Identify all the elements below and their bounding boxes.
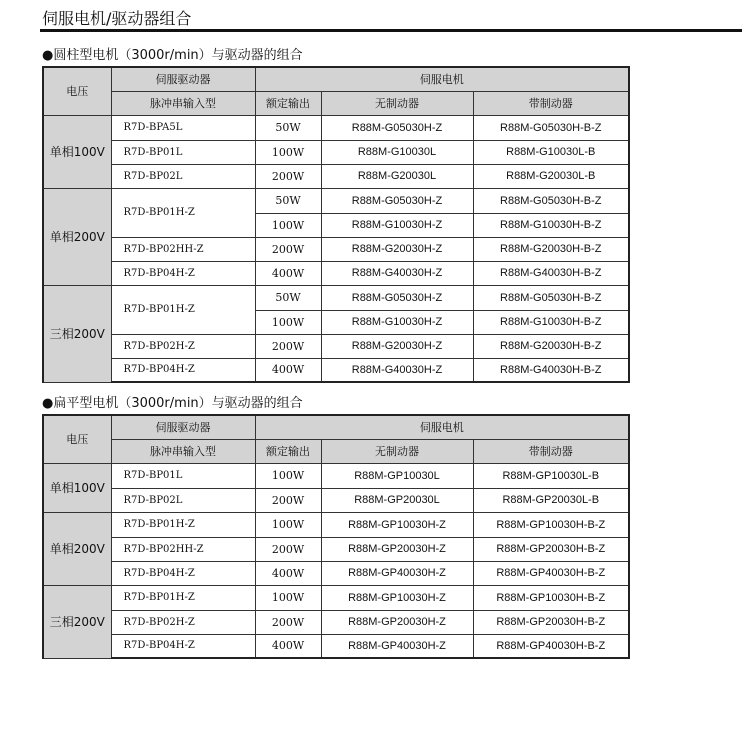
rated-output: 200W [255,164,321,188]
driver-model: R7D-BP01H-Z [111,188,255,237]
table-row [43,358,629,382]
header-servo-driver: 伺服驱动器 [111,67,255,91]
header-rated-output: 额定输出 [255,439,321,463]
rated-output: 100W [255,463,321,488]
rated-output: 50W [255,115,321,140]
motor-no-brake: R88M-G10030H-Z [321,310,473,334]
section-title-flat: ●扁平型电机（3000r/min）与驱动器的组合 [42,396,303,411]
voltage-cell: 单相100V [43,463,111,512]
driver-model: R7D-BP01H-Z [111,285,255,334]
voltage-cell: 三相200V [43,585,111,658]
rated-output: 200W [255,334,321,358]
rated-output: 200W [255,237,321,261]
driver-model: R7D-BP04H-Z [111,634,255,658]
motor-no-brake: R88M-G05030H-Z [321,285,473,310]
rated-output: 50W [255,285,321,310]
driver-model: R7D-BP02L [111,488,255,512]
driver-model: R7D-BP02L [111,164,255,188]
motor-no-brake: R88M-GP10030H-Z [321,585,473,610]
motor-no-brake: R88M-G10030L [321,140,473,164]
table-row [43,610,629,634]
cylindrical-motor-table [42,66,630,383]
motor-with-brake: R88M-GP20030H-B-Z [473,537,629,561]
motor-no-brake: R88M-G20030L [321,164,473,188]
motor-with-brake: R88M-GP20030H-B-Z [473,610,629,634]
flat-motor-table [42,414,630,659]
rated-output: 400W [255,634,321,658]
voltage-cell: 三相200V [43,285,111,382]
header-servo-driver: 伺服驱动器 [111,415,255,439]
table-row [43,115,629,140]
title-divider [40,29,742,32]
table-row [43,585,629,610]
header-with-brake: 带制动器 [473,91,629,115]
table-row [43,334,629,358]
rated-output: 200W [255,488,321,512]
rated-output: 50W [255,188,321,213]
table-row [43,537,629,561]
table-row [43,164,629,188]
rated-output: 400W [255,561,321,585]
header-servo-motor: 伺服电机 [255,415,629,439]
driver-model: R7D-BP01L [111,463,255,488]
header-voltage: 电压 [43,415,111,463]
driver-model: R7D-BP04H-Z [111,261,255,285]
table-row [43,237,629,261]
motor-with-brake: R88M-GP10030L-B [473,463,629,488]
motor-with-brake: R88M-G20030L-B [473,164,629,188]
motor-with-brake: R88M-GP10030H-B-Z [473,512,629,537]
table-row [43,561,629,585]
driver-model: R7D-BP04H-Z [111,561,255,585]
motor-with-brake: R88M-GP10030H-B-Z [473,585,629,610]
driver-model: R7D-BP01H-Z [111,512,255,537]
motor-with-brake: R88M-GP40030H-B-Z [473,561,629,585]
rated-output: 100W [255,310,321,334]
rated-output: 100W [255,585,321,610]
motor-no-brake: R88M-GP10030L [321,463,473,488]
motor-no-brake: R88M-GP20030L [321,488,473,512]
driver-model: R7D-BP02HH-Z [111,237,255,261]
motor-no-brake: R88M-G05030H-Z [321,188,473,213]
motor-no-brake: R88M-G20030H-Z [321,334,473,358]
header-pulse-input: 脉冲串输入型 [111,91,255,115]
motor-with-brake: R88M-G20030H-B-Z [473,237,629,261]
motor-with-brake: R88M-GP40030H-B-Z [473,634,629,658]
motor-no-brake: R88M-G40030H-Z [321,261,473,285]
table-row [43,463,629,488]
rated-output: 400W [255,358,321,382]
table-row [43,140,629,164]
page-title: 伺服电机/驱动器组合 [42,9,192,28]
motor-no-brake: R88M-GP40030H-Z [321,561,473,585]
motor-no-brake: R88M-G10030H-Z [321,213,473,237]
driver-model: R7D-BP01H-Z [111,585,255,610]
voltage-cell: 单相200V [43,512,111,585]
motor-no-brake: R88M-GP10030H-Z [321,512,473,537]
motor-no-brake: R88M-G20030H-Z [321,237,473,261]
motor-with-brake: R88M-G40030H-B-Z [473,261,629,285]
header-no-brake: 无制动器 [321,91,473,115]
motor-with-brake: R88M-G10030L-B [473,140,629,164]
rated-output: 200W [255,610,321,634]
voltage-cell: 单相100V [43,115,111,188]
motor-with-brake: R88M-G40030H-B-Z [473,358,629,382]
driver-model: R7D-BP02HH-Z [111,537,255,561]
table-row [43,261,629,285]
rated-output: 100W [255,140,321,164]
driver-model: R7D-BPA5L [111,115,255,140]
section-title-cylindrical: ●圆柱型电机（3000r/min）与驱动器的组合 [42,48,303,63]
header-servo-motor: 伺服电机 [255,67,629,91]
table-row [43,634,629,658]
rated-output: 400W [255,261,321,285]
driver-model: R7D-BP02H-Z [111,334,255,358]
table-row [43,488,629,512]
motor-with-brake: R88M-G05030H-B-Z [473,285,629,310]
driver-model: R7D-BP02H-Z [111,610,255,634]
motor-no-brake: R88M-G40030H-Z [321,358,473,382]
rated-output: 100W [255,213,321,237]
driver-model: R7D-BP01L [111,140,255,164]
motor-no-brake: R88M-G05030H-Z [321,115,473,140]
table-row [43,512,629,537]
rated-output: 100W [255,512,321,537]
motor-with-brake: R88M-G20030H-B-Z [473,334,629,358]
header-with-brake: 带制动器 [473,439,629,463]
motor-with-brake: R88M-G10030H-B-Z [473,213,629,237]
motor-with-brake: R88M-G05030H-B-Z [473,188,629,213]
header-voltage: 电压 [43,67,111,115]
motor-with-brake: R88M-G10030H-B-Z [473,310,629,334]
motor-no-brake: R88M-GP20030H-Z [321,537,473,561]
motor-with-brake: R88M-G05030H-B-Z [473,115,629,140]
motor-no-brake: R88M-GP20030H-Z [321,610,473,634]
table-row [43,188,629,213]
motor-no-brake: R88M-GP40030H-Z [321,634,473,658]
header-pulse-input: 脉冲串输入型 [111,439,255,463]
header-rated-output: 额定输出 [255,91,321,115]
driver-model: R7D-BP04H-Z [111,358,255,382]
rated-output: 200W [255,537,321,561]
motor-with-brake: R88M-GP20030L-B [473,488,629,512]
table-row [43,285,629,310]
voltage-cell: 单相200V [43,188,111,285]
header-no-brake: 无制动器 [321,439,473,463]
